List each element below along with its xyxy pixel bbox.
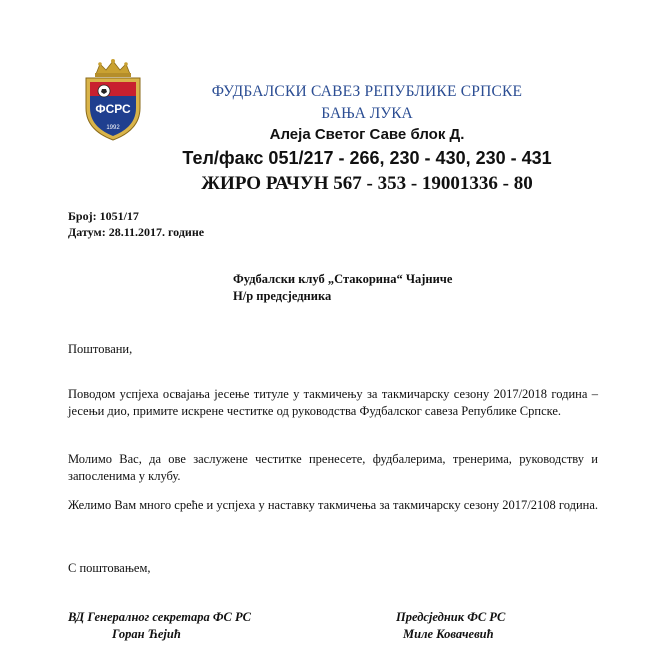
paragraph-congratulations: Поводом успјеха освајања јесење титуле у такмичењу за такмичарску сезону 2017/2018 година – јесењи дио, примите искрене честитке од руководства Фудбалског савеза Републике Српске.: [68, 387, 598, 418]
recipient-attention: Н/р предсједника: [233, 289, 332, 303]
fsrs-logo: [80, 58, 146, 142]
logo-year: 1992: [106, 125, 120, 131]
organization-name: ФУДБАЛСКИ САВЕЗ РЕПУБЛИКЕ СРПСКЕ: [211, 83, 523, 100]
document-number: Број: 1051/17: [68, 209, 139, 223]
signature-left-title: ВД Генералног секретара ФС РС: [68, 610, 251, 624]
organization-city: БАЊА ЛУКА: [321, 105, 413, 122]
organization-giro-account: ЖИРО РАЧУН 567 - 353 - 19001336 - 80: [201, 173, 533, 194]
crown-icon: [95, 59, 131, 77]
paragraph-wishes: Желимо Вам много среће и успјеха у наставку такмичења за такмичарску сезону 2017/2108 година.: [68, 498, 598, 512]
organization-address: Алеја Светог Саве блок Д.: [269, 126, 465, 143]
greeting: Поштовани,: [68, 342, 133, 356]
logo-text: ФСРС: [95, 102, 131, 116]
recipient-club: Фудбалски клуб „Стакорина“ Чајниче: [233, 272, 453, 286]
signature-right-name: Миле Ковачевић: [403, 627, 494, 641]
signature-left-name: Горан Ћејић: [112, 627, 181, 641]
closing: С поштовањем,: [68, 561, 151, 575]
organization-phone: Тел/факс 051/217 - 266, 230 - 430, 230 - 431: [182, 148, 552, 168]
document-date: Датум: 28.11.2017. године: [68, 225, 205, 239]
signature-right-title: Предсједник ФС РС: [396, 610, 506, 624]
ball-icon: [98, 85, 110, 97]
paragraph-request: Молимо Вас, да ове заслужене честитке пренесете, фудбалерима, тренерима, руководству и запосленима у клубу.: [68, 452, 598, 483]
